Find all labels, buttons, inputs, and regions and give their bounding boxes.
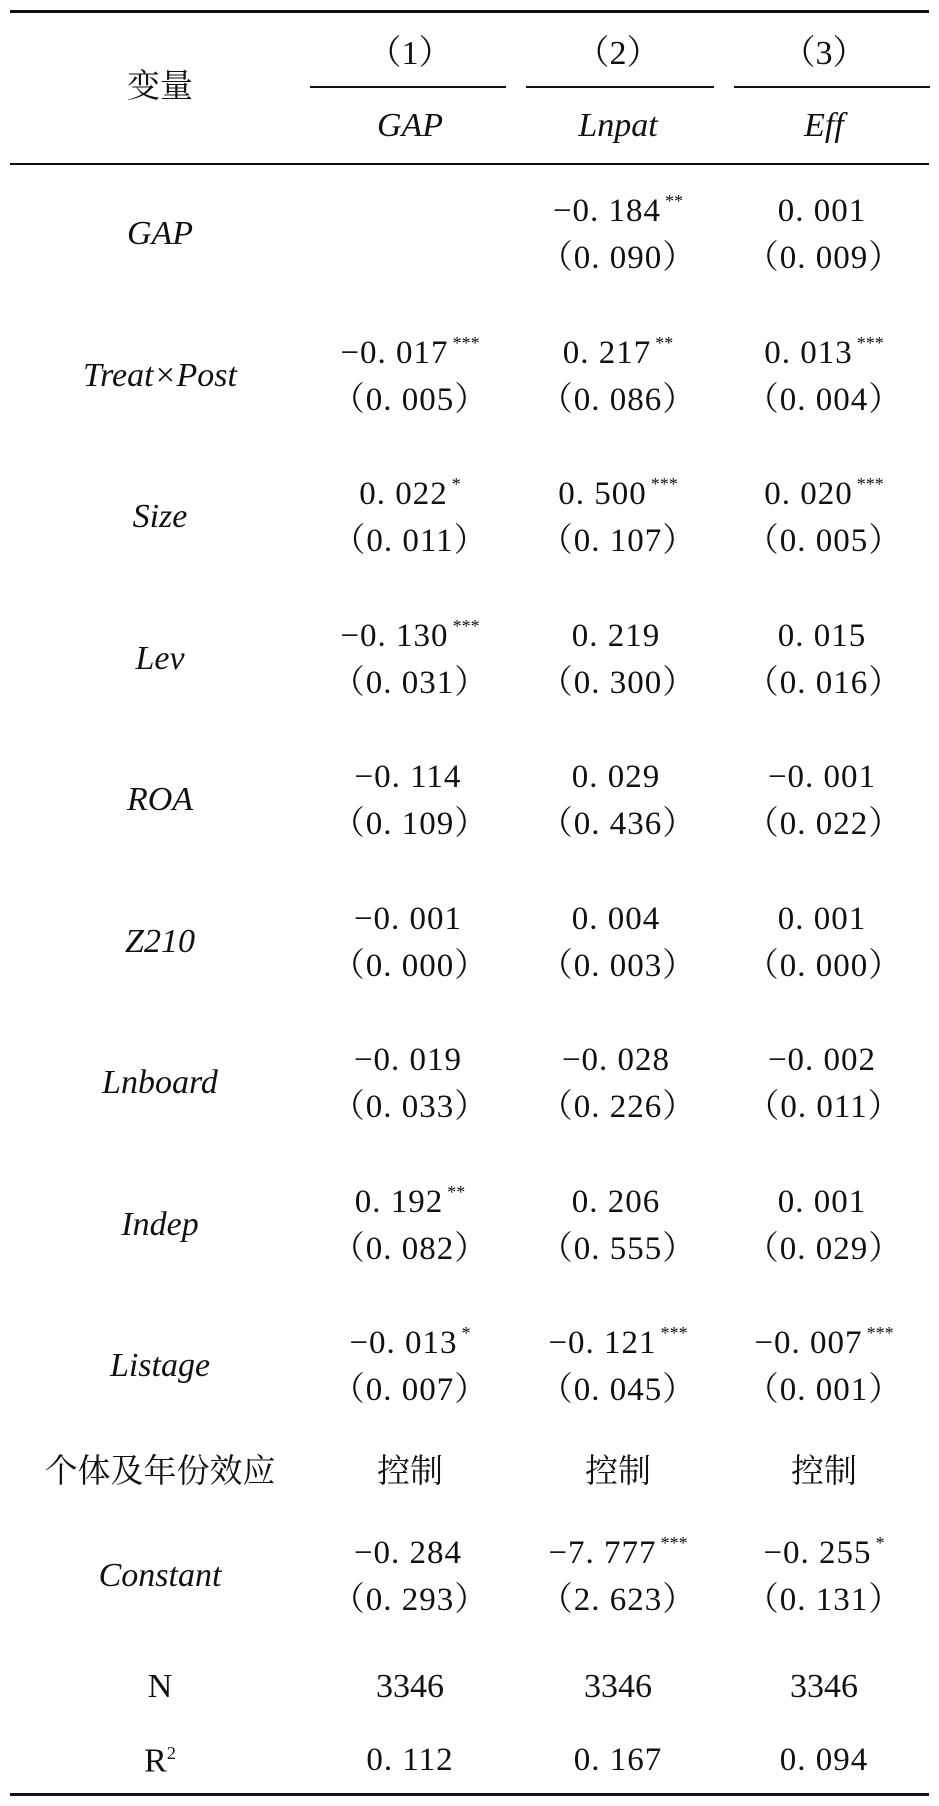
col1-number: （1） <box>367 35 453 72</box>
r2-value: 0. 112 <box>366 1742 454 1778</box>
r2-value: 0. 167 <box>573 1742 663 1778</box>
coefficient-cell <box>310 617 510 653</box>
standard-error-cell: （0. 005） <box>745 523 903 559</box>
standard-error-cell: （0. 009） <box>745 240 903 276</box>
variable-header: 变量 <box>127 66 193 105</box>
standard-error-cell: （0. 029） <box>745 1230 903 1267</box>
constant-standard-error: （2. 623） <box>539 1582 697 1618</box>
significance-stars: *** <box>452 615 480 636</box>
standard-error-cell: （0. 090） <box>539 240 697 276</box>
coefficient-cell <box>310 1183 510 1219</box>
coefficient-value: −0. 114 <box>354 759 462 795</box>
standard-error-cell: （0. 022） <box>745 806 903 842</box>
coefficient-value: 0. 020 <box>764 476 853 512</box>
coefficient-value: −0. 002 <box>767 1042 877 1078</box>
standard-error-cell: （0. 436） <box>539 806 697 842</box>
standard-error-cell: （0. 003） <box>539 947 697 984</box>
coefficient-value: −0. 017 <box>340 334 449 371</box>
r2-label-superscript: 2 <box>166 1743 176 1763</box>
coefficient-cell <box>724 758 924 794</box>
significance-stars: * <box>451 474 461 494</box>
r2-value: 0. 094 <box>779 1742 869 1778</box>
standard-error-cell: （0. 082） <box>331 1230 489 1267</box>
coefficient-cell <box>310 475 510 511</box>
standard-error-cell: （0. 005） <box>331 381 489 418</box>
standard-error-cell: （0. 033） <box>331 1089 489 1125</box>
coefficient-value: −0. 121 <box>548 1325 657 1361</box>
n-label: N <box>147 1668 173 1705</box>
coefficient-cell <box>518 192 718 228</box>
constant-standard-error: （0. 293） <box>331 1582 489 1618</box>
standard-error-cell: （0. 011） <box>332 523 488 559</box>
significance-stars: *** <box>856 332 884 353</box>
coefficient-cell <box>724 192 924 228</box>
standard-error-cell: （0. 011） <box>746 1089 902 1125</box>
significance-stars: *** <box>660 1323 688 1343</box>
coefficient-value: −0. 255 <box>763 1535 872 1571</box>
significance-stars: ** <box>665 191 684 211</box>
coefficient-cell <box>518 1183 718 1219</box>
coefficient-value: 0. 013 <box>764 334 853 371</box>
coefficient-cell <box>724 900 924 936</box>
coefficient-cell <box>518 617 718 653</box>
coefficient-value: −0. 001 <box>767 759 877 795</box>
standard-error-cell: （0. 031） <box>331 664 489 701</box>
fixed-effects-value: 控制 <box>791 1451 857 1490</box>
coefficient-cell <box>310 900 510 936</box>
r2-label <box>60 1744 260 1778</box>
coefficient-cell <box>310 334 510 370</box>
col2-underline <box>526 86 714 88</box>
row-label: Indep <box>121 1205 199 1243</box>
significance-stars: ** <box>655 332 674 353</box>
col3-name: Eff <box>804 107 844 144</box>
col2-name: Lnpat <box>578 107 658 144</box>
coefficient-value: 0. 192 <box>354 1183 444 1220</box>
coefficient-cell <box>518 1324 718 1360</box>
coefficient-cell <box>724 475 924 511</box>
coefficient-cell <box>724 1324 924 1360</box>
col3-underline <box>734 86 930 88</box>
coefficient-cell <box>518 758 718 794</box>
significance-stars: *** <box>856 474 884 494</box>
coefficient-value: 0. 022 <box>359 476 448 512</box>
coefficient-value: 0. 206 <box>571 1183 661 1220</box>
coefficient-value: −0. 019 <box>353 1042 463 1078</box>
standard-error-cell: （0. 107） <box>539 523 697 559</box>
row-label: Size <box>132 498 188 535</box>
row-label: Lev <box>135 639 185 677</box>
standard-error-cell: （0. 004） <box>745 381 903 418</box>
coefficient-value: −7. 777 <box>548 1535 657 1571</box>
coefficient-cell <box>310 1324 510 1360</box>
standard-error-cell: （0. 001） <box>745 1372 903 1408</box>
coefficient-value: −0. 007 <box>754 1325 863 1361</box>
constant-standard-error: （0. 131） <box>745 1582 903 1618</box>
significance-stars: *** <box>866 1323 894 1343</box>
col1-underline <box>310 86 506 88</box>
standard-error-cell: （0. 300） <box>539 664 697 701</box>
standard-error-cell: （0. 555） <box>539 1230 697 1267</box>
constant-coefficient <box>310 1534 510 1570</box>
top-rule <box>10 10 929 13</box>
col1-name: GAP <box>376 107 444 144</box>
n-value: 3346 <box>584 1668 652 1705</box>
coefficient-value: 0. 217 <box>562 334 652 371</box>
standard-error-cell: （0. 086） <box>539 381 697 418</box>
significance-stars: *** <box>660 1533 688 1553</box>
coefficient-cell <box>518 1041 718 1077</box>
significance-stars: *** <box>650 474 678 494</box>
standard-error-cell: （0. 007） <box>331 1372 489 1408</box>
standard-error-cell: （0. 045） <box>539 1372 697 1408</box>
r2-label-base: R <box>144 1742 167 1780</box>
fixed-effects-label: 个体及年份效应 <box>44 1451 276 1490</box>
significance-stars: * <box>461 1323 471 1343</box>
coefficient-value: 0. 015 <box>777 617 867 654</box>
header-rule <box>10 163 929 165</box>
significance-stars: * <box>875 1533 885 1553</box>
coefficient-cell <box>310 758 510 794</box>
coefficient-cell <box>724 617 924 653</box>
constant-label: Constant <box>98 1557 222 1594</box>
n-value: 3346 <box>790 1668 858 1705</box>
fixed-effects-value: 控制 <box>585 1451 651 1490</box>
significance-stars: ** <box>447 1181 466 1202</box>
col2-number: （2） <box>575 35 661 72</box>
coefficient-value: 0. 001 <box>777 1183 867 1220</box>
n-value: 3346 <box>376 1668 444 1705</box>
constant-coefficient <box>518 1534 718 1570</box>
row-label: Treat×Post <box>83 356 237 394</box>
coefficient-value: −0. 013 <box>349 1325 458 1361</box>
coefficient-cell <box>724 1183 924 1219</box>
row-label: Listage <box>109 1347 211 1384</box>
constant-coefficient <box>724 1534 924 1570</box>
coefficient-value: 0. 029 <box>571 759 661 795</box>
coefficient-cell <box>310 1041 510 1077</box>
standard-error-cell: （0. 000） <box>745 947 903 984</box>
coefficient-value: 0. 219 <box>571 617 661 654</box>
coefficient-value: 0. 001 <box>777 900 867 937</box>
significance-stars: *** <box>452 332 480 353</box>
coefficient-value: −0. 130 <box>340 617 449 654</box>
coefficient-cell <box>518 334 718 370</box>
coefficient-value: 0. 001 <box>777 193 867 229</box>
row-label: ROA <box>126 781 194 818</box>
coefficient-cell <box>724 1041 924 1077</box>
coefficient-cell <box>518 900 718 936</box>
fixed-effects-value: 控制 <box>377 1451 443 1490</box>
standard-error-cell: （0. 226） <box>539 1089 697 1125</box>
col3-number: （3） <box>781 35 867 72</box>
coefficient-cell <box>310 192 510 228</box>
coefficient-value: 0. 500 <box>558 476 647 512</box>
coefficient-cell <box>724 334 924 370</box>
coefficient-cell <box>518 475 718 511</box>
row-label: GAP <box>126 215 194 252</box>
standard-error-cell: （0. 109） <box>331 806 489 842</box>
coefficient-value: −0. 001 <box>353 900 463 937</box>
row-label: Z210 <box>125 922 195 960</box>
coefficient-value: −0. 184 <box>552 193 662 229</box>
coefficient-value: 0. 004 <box>571 900 661 937</box>
row-label: Lnboard <box>102 1064 218 1101</box>
coefficient-value: −0. 028 <box>561 1042 671 1078</box>
coefficient-value: −0. 284 <box>353 1535 463 1571</box>
bottom-rule <box>10 1793 929 1796</box>
standard-error-cell: （0. 016） <box>745 664 903 701</box>
standard-error-cell: （0. 000） <box>331 947 489 984</box>
